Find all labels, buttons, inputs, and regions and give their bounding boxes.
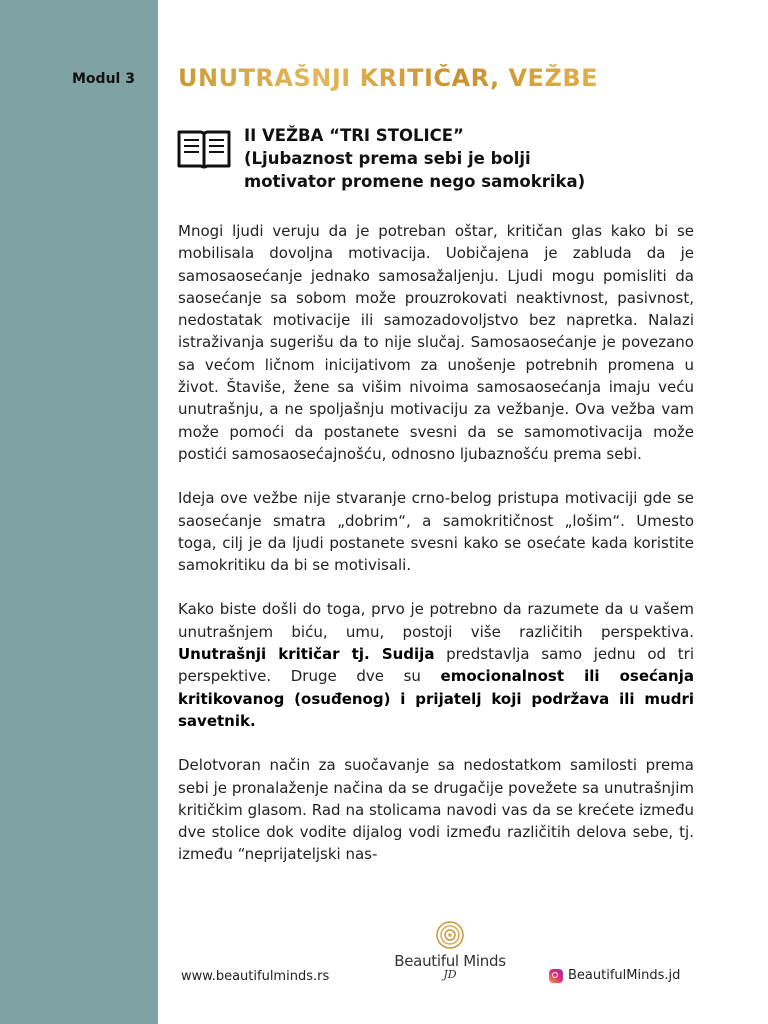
left-sidebar-band — [0, 0, 158, 1024]
exercise-heading — [244, 124, 585, 193]
book-icon — [176, 126, 232, 172]
paragraph-4: Delotvoran način za suočavanje sa nedostatkom samilosti prema sebi je pronalaženje načina da se drugačije povežete sa unutrašnjim kritičkim glasom. Rad na stolicama navodi vas da se krećete između dve stolice dok vodite dijalog vodi između različitih delova sebe, tj. između “neprijateljski nas- — [178, 756, 694, 864]
page-title: UNUTRAŠNJI KRITIČAR, VEŽBE — [178, 64, 599, 92]
instagram-icon — [549, 969, 563, 983]
instagram-handle[interactable] — [549, 968, 680, 983]
paragraph-2: Ideja ove vežbe nije stvaranje crno-belog pristupa motivaciji gde se saosećanje smatra „dobrim“, a samokritičnost „lošim“. Umesto toga, cilj je da ljudi postanete svesni kako se osećate kada koristite samokritiku da bi se motivisali. — [178, 489, 694, 575]
exercise-subtitle-line2: motivator promene nego samokrika) — [244, 172, 586, 191]
instagram-label: BeautifulMinds.jd — [568, 968, 681, 983]
emphasis-inner-critic: Unutrašnji kritičar tj. Sudija — [178, 645, 435, 664]
spiral-logo-icon — [435, 920, 465, 950]
logo-initials: JD — [443, 968, 457, 981]
paragraph-3-text-b: predstavlja samo jednu od tri perspektive. Druge dve su — [178, 645, 694, 686]
paragraph-1: Mnogi ljudi veruju da je potreban oštar, kritičan glas kako bi se mobilisala dovoljna motivacija. Uobičajena je zabluda da je samosaosećanje jednako samosažaljenju. Ljudi mogu pomisliti da saosećanje sa sobom može prouzrokovati neaktivnost, pasivnost, nedostatak motivacije ili samozadovoljstvo bez napretka. Nalazi istraživanja sugerišu da to nije slučaj. Samosaosećanje je povezano sa većom ličnom inicijativom za unošenje potrebnih promena u život. Štaviše, žene sa višim nivoima samosaosećanja imaju veću unutrašnju, a ne spoljašnju motivaciju za vežbanje. Ova vežba vam može pomoći da postanete svesni da se samomotivacija može postići samosaosećajnošću, odnosno ljubaznošću prema sebi. — [178, 222, 694, 463]
exercise-title: II VEŽBA “TRI STOLICE” — [244, 126, 464, 145]
paragraph-3 — [178, 598, 694, 732]
emphasis-perspectives: emocionalnost ili osećanja kritikovanog (osuđenog) i prijatelj koji podržava ili mudri savetnik. — [178, 667, 694, 730]
website-link[interactable]: www.beautifulminds.rs — [181, 969, 330, 984]
brand-logo — [390, 920, 510, 990]
paragraph-3-text-a: Kako biste došli do toga, prvo je potrebno da razumete da u vašem unutrašnjem biću, umu, postoji više različitih perspektiva. — [178, 600, 694, 641]
logo-name: Beautiful Minds — [394, 952, 506, 970]
module-label: Modul 3 — [72, 71, 135, 87]
body-text — [178, 220, 694, 888]
exercise-subtitle-line1: (Ljubaznost prema sebi je bolji — [244, 149, 531, 168]
